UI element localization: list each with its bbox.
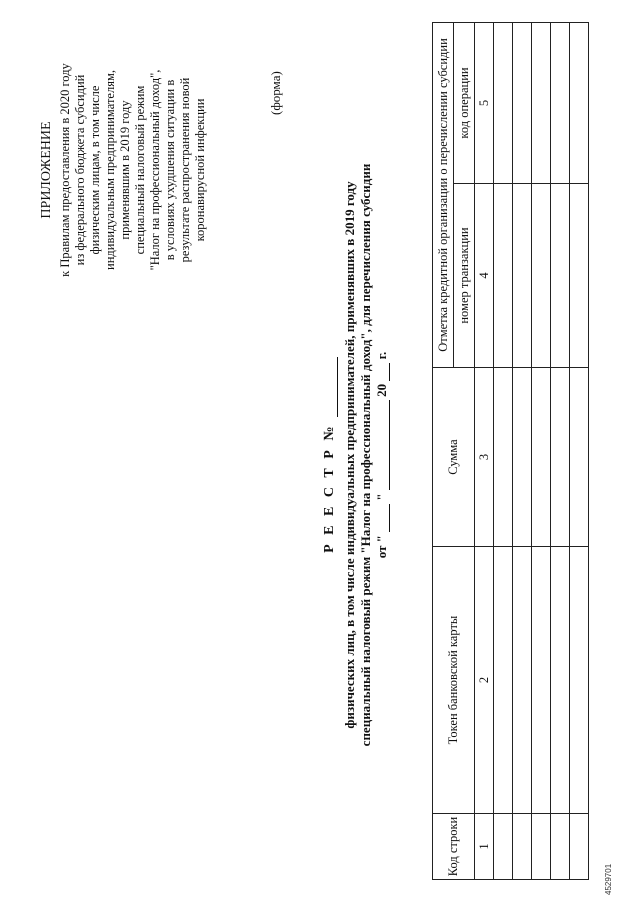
appendix-line: в условиях ухудшения ситуации в — [163, 79, 177, 261]
table-cell — [551, 814, 570, 880]
table-cell — [532, 814, 551, 880]
table-number-row — [475, 23, 494, 880]
header-operation-code: код операции — [454, 23, 475, 184]
header-transaction: номер транзакции — [454, 184, 475, 368]
table-row — [513, 23, 532, 880]
form-label: (форма) — [268, 71, 283, 115]
appendix-line: коронавирусной инфекции — [193, 98, 207, 242]
appendix-title: ПРИЛОЖЕНИЕ — [39, 121, 54, 219]
table-cell — [551, 184, 570, 368]
table-cell — [494, 368, 513, 547]
table-row — [570, 23, 589, 880]
table-cell — [532, 23, 551, 184]
table-cell — [513, 547, 532, 814]
table-cell — [513, 814, 532, 880]
table-cell — [494, 184, 513, 368]
table-cell — [494, 814, 513, 880]
table-cell — [494, 547, 513, 814]
date-prefix: от " — [374, 535, 389, 559]
date-year-line — [389, 363, 390, 381]
appendix-block — [38, 45, 208, 295]
date-mid: " — [374, 493, 389, 501]
registry-heading — [322, 105, 338, 805]
table-cell — [551, 23, 570, 184]
table-cell — [532, 547, 551, 814]
appendix-line: физическим лицам, в том числе — [88, 85, 102, 255]
table-row — [551, 23, 570, 880]
appendix-line: к Правилам предоставления в 2020 году — [58, 63, 72, 277]
col-number: 1 — [475, 814, 494, 880]
table-cell — [513, 184, 532, 368]
table-row — [494, 23, 513, 880]
registry-date — [374, 105, 390, 805]
registry-table — [432, 22, 589, 880]
header-token: Токен банковской карты — [433, 547, 475, 814]
table-cell — [494, 23, 513, 184]
appendix-line: результате распространения новой — [178, 77, 192, 263]
date-month-line — [389, 400, 390, 490]
date-suffix: г. — [374, 351, 389, 360]
date-year: 20 — [374, 383, 389, 397]
table-cell — [513, 23, 532, 184]
header-sum: Сумма — [433, 368, 475, 547]
header-code: Код строки — [433, 814, 475, 880]
table-cell — [513, 368, 532, 547]
registry-subtitle-line-1: физических лиц, в том числе индивидуальных предпринимателей, применявших в 2019 году — [342, 181, 357, 729]
appendix-line: применявшим в 2019 году — [118, 100, 132, 240]
registry-subtitle-line-2: специальный налоговый режим "Налог на профессиональный доход", для перечисления субсидии — [358, 163, 373, 747]
col-number: 5 — [475, 23, 494, 184]
appendix-line: "Налог на профессиональный доход", — [148, 69, 162, 271]
col-number: 2 — [475, 547, 494, 814]
table-cell — [551, 368, 570, 547]
table-cell — [532, 368, 551, 547]
date-day-line — [389, 504, 390, 532]
appendix-line: специальный налоговый режим — [133, 85, 147, 255]
table-header-row — [433, 23, 454, 880]
registry-number-line — [337, 357, 338, 417]
appendix-line: индивидуальным предпринимателям, — [103, 70, 117, 270]
table-cell — [551, 547, 570, 814]
table-cell — [570, 368, 589, 547]
registry-title: Р Е Е С Т Р № — [322, 423, 337, 553]
table-cell — [570, 184, 589, 368]
table-row — [532, 23, 551, 880]
appendix-line: из федерального бюджета субсидий — [73, 74, 87, 266]
registry-title-block — [322, 105, 390, 805]
col-number: 4 — [475, 184, 494, 368]
table-cell — [570, 23, 589, 184]
table-cell — [570, 547, 589, 814]
table-cell — [570, 814, 589, 880]
table-cell — [532, 184, 551, 368]
header-bank-mark: Отметка кредитной организации о перечислении субсидии — [433, 23, 454, 368]
col-number: 3 — [475, 368, 494, 547]
document-code: 4529701 — [604, 863, 613, 895]
